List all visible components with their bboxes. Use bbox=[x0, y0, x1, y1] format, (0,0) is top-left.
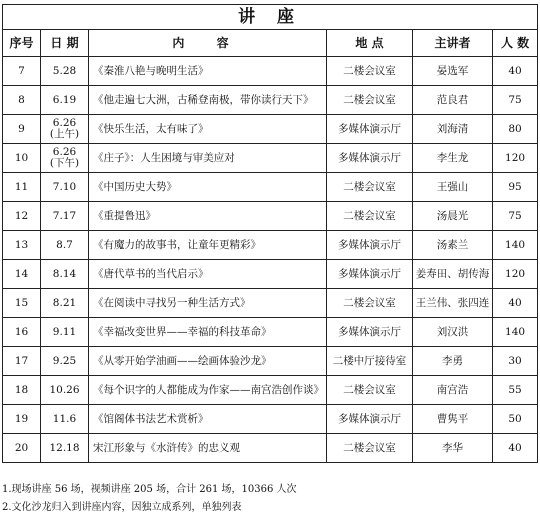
cell-no: 8 bbox=[3, 86, 41, 115]
cell-count: 120 bbox=[493, 144, 538, 173]
header-date: 日 期 bbox=[41, 30, 89, 57]
header-count: 人 数 bbox=[493, 30, 538, 57]
table-row bbox=[3, 347, 538, 376]
cell-count: 55 bbox=[493, 376, 538, 405]
cell-date bbox=[41, 434, 89, 463]
cell-location: 多媒体演示厅 bbox=[327, 115, 413, 144]
table-row bbox=[3, 144, 538, 173]
cell-speaker: 刘海清 bbox=[413, 115, 493, 144]
cell-count: 40 bbox=[493, 434, 538, 463]
cell-date bbox=[41, 86, 89, 115]
footnote-2: 2.文化沙龙归入到讲座内容，因独立成系列，单独列表 bbox=[2, 502, 242, 513]
cell-speaker: 范良君 bbox=[413, 86, 493, 115]
cell-no: 18 bbox=[3, 376, 41, 405]
cell-location: 二楼会议室 bbox=[327, 289, 413, 318]
cell-count: 75 bbox=[493, 86, 538, 115]
cell-no: 10 bbox=[3, 144, 41, 173]
footnote-1: 1.现场讲座 56 场，视频讲座 205 场，合计 261 场，10366 人次 bbox=[2, 484, 297, 495]
table-row bbox=[3, 173, 538, 202]
cell-location: 多媒体演示厅 bbox=[327, 260, 413, 289]
table-row bbox=[3, 86, 538, 115]
cell-date-value: 11.6 bbox=[52, 412, 77, 425]
cell-count: 30 bbox=[493, 347, 538, 376]
cell-count: 40 bbox=[493, 289, 538, 318]
table-row bbox=[3, 376, 538, 405]
cell-date bbox=[41, 376, 89, 405]
table-title: 讲 座 bbox=[3, 5, 538, 30]
cell-date-value: 8.14 bbox=[52, 267, 77, 280]
cell-count: 50 bbox=[493, 405, 538, 434]
cell-date bbox=[41, 260, 89, 289]
cell-content: 《快乐生活，太有味了》 bbox=[89, 115, 327, 144]
table-row bbox=[3, 202, 538, 231]
cell-location: 多媒体演示厅 bbox=[327, 144, 413, 173]
cell-speaker: 王兰伟、张四连 bbox=[413, 289, 493, 318]
cell-speaker: 晏选军 bbox=[413, 57, 493, 86]
table-row bbox=[3, 289, 538, 318]
cell-date bbox=[41, 144, 89, 173]
cell-content: 《在阅读中寻找另一种生活方式》 bbox=[89, 289, 327, 318]
cell-location: 二楼中厅接待室 bbox=[327, 347, 413, 376]
footnotes bbox=[2, 481, 297, 517]
cell-no: 9 bbox=[3, 115, 41, 144]
cell-no: 14 bbox=[3, 260, 41, 289]
cell-date-value: 8.21 bbox=[52, 296, 77, 309]
cell-content: 《从零开始学油画——绘画体验沙龙》 bbox=[89, 347, 327, 376]
cell-content: 《馆阁体书法艺术赏析》 bbox=[89, 405, 327, 434]
cell-date bbox=[41, 57, 89, 86]
header-speaker: 主讲者 bbox=[413, 30, 493, 57]
table-row bbox=[3, 57, 538, 86]
table-body bbox=[3, 57, 538, 463]
cell-no: 11 bbox=[3, 173, 41, 202]
table-row bbox=[3, 434, 538, 463]
cell-speaker: 汤晨光 bbox=[413, 202, 493, 231]
cell-location: 二楼会议室 bbox=[327, 434, 413, 463]
cell-speaker: 李勇 bbox=[413, 347, 493, 376]
cell-no: 7 bbox=[3, 57, 41, 86]
cell-speaker: 刘汉洪 bbox=[413, 318, 493, 347]
cell-date-note: (下午) bbox=[49, 157, 80, 169]
cell-speaker: 汤素兰 bbox=[413, 231, 493, 260]
cell-date-value: 7.17 bbox=[52, 209, 77, 222]
table-header-row bbox=[3, 30, 538, 57]
cell-location: 多媒体演示厅 bbox=[327, 318, 413, 347]
cell-content: 《幸福改变世界——幸福的科技革命》 bbox=[89, 318, 327, 347]
cell-content: 《每个识字的人都能成为作家——南宫浩创作谈》 bbox=[89, 376, 327, 405]
cell-date bbox=[41, 405, 89, 434]
cell-location: 二楼会议室 bbox=[327, 202, 413, 231]
cell-no: 16 bbox=[3, 318, 41, 347]
cell-speaker: 李华 bbox=[413, 434, 493, 463]
cell-content: 《中国历史大势》 bbox=[89, 173, 327, 202]
table-row bbox=[3, 405, 538, 434]
cell-count: 40 bbox=[493, 57, 538, 86]
header-content: 内 容 bbox=[89, 30, 327, 57]
cell-date-value: 6.19 bbox=[52, 93, 77, 106]
cell-no: 19 bbox=[3, 405, 41, 434]
cell-no: 13 bbox=[3, 231, 41, 260]
cell-date-note: (上午) bbox=[49, 128, 80, 140]
cell-content: 《秦淮八艳与晚明生活》 bbox=[89, 57, 327, 86]
cell-speaker: 姜寿田、胡传海 bbox=[413, 260, 493, 289]
cell-date bbox=[41, 231, 89, 260]
cell-content: 《他走遍七大洲，古稀登南极，带你读行天下》 bbox=[89, 86, 327, 115]
cell-no: 15 bbox=[3, 289, 41, 318]
cell-speaker: 王强山 bbox=[413, 173, 493, 202]
cell-location: 二楼会议室 bbox=[327, 57, 413, 86]
header-location: 地 点 bbox=[327, 30, 413, 57]
cell-content: 《唐代草书的当代启示》 bbox=[89, 260, 327, 289]
cell-date bbox=[41, 289, 89, 318]
cell-no: 12 bbox=[3, 202, 41, 231]
cell-count: 140 bbox=[493, 231, 538, 260]
table-row bbox=[3, 115, 538, 144]
table-row bbox=[3, 231, 538, 260]
cell-content: 《重提鲁迅》 bbox=[89, 202, 327, 231]
cell-content: 《庄子》：人生困境与审美应对 bbox=[89, 144, 327, 173]
cell-date-value: 7.10 bbox=[52, 180, 77, 193]
cell-count: 80 bbox=[493, 115, 538, 144]
cell-date-value: 10.26 bbox=[49, 383, 80, 396]
cell-location: 二楼会议室 bbox=[327, 86, 413, 115]
cell-date bbox=[41, 202, 89, 231]
cell-no: 20 bbox=[3, 434, 41, 463]
cell-count: 95 bbox=[493, 173, 538, 202]
cell-location: 二楼会议室 bbox=[327, 376, 413, 405]
cell-location: 二楼会议室 bbox=[327, 173, 413, 202]
cell-date-value: 9.11 bbox=[52, 325, 77, 338]
lecture-table-container bbox=[2, 4, 537, 463]
cell-location: 多媒体演示厅 bbox=[327, 231, 413, 260]
cell-speaker: 李生龙 bbox=[413, 144, 493, 173]
cell-date bbox=[41, 173, 89, 202]
cell-count: 120 bbox=[493, 260, 538, 289]
header-no: 序号 bbox=[3, 30, 41, 57]
cell-count: 140 bbox=[493, 318, 538, 347]
table-row bbox=[3, 260, 538, 289]
cell-date bbox=[41, 115, 89, 144]
cell-date-value: 12.18 bbox=[49, 441, 80, 454]
cell-location: 多媒体演示厅 bbox=[327, 405, 413, 434]
cell-date bbox=[41, 318, 89, 347]
cell-date bbox=[41, 347, 89, 376]
cell-no: 17 bbox=[3, 347, 41, 376]
cell-date-value: 5.28 bbox=[52, 64, 77, 77]
cell-date-value: 8.7 bbox=[56, 238, 73, 251]
cell-content: 宋江形象与《水浒传》的忠义观 bbox=[89, 434, 327, 463]
cell-date-value: 9.25 bbox=[52, 354, 77, 367]
cell-count: 75 bbox=[493, 202, 538, 231]
cell-date-value: 6.26 bbox=[52, 146, 77, 158]
table-row bbox=[3, 318, 538, 347]
cell-date-value: 6.26 bbox=[52, 117, 77, 129]
cell-speaker: 曹隽平 bbox=[413, 405, 493, 434]
cell-speaker: 南宫浩 bbox=[413, 376, 493, 405]
lecture-table bbox=[2, 4, 538, 463]
cell-content: 《有魔力的故事书，让童年更精彩》 bbox=[89, 231, 327, 260]
